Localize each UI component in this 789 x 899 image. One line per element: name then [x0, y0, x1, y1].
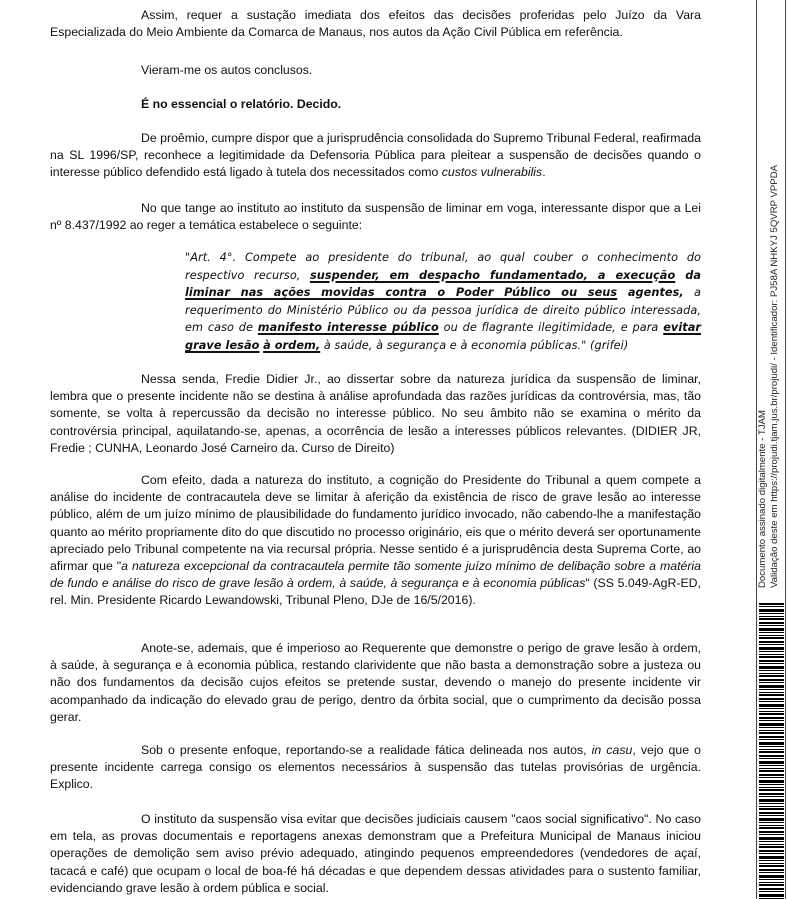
- paragraph-text: , vejo que o presente incidente carrega consigo os elementos necessários à suspensão das tutelas provisórias de urgência. Explico.: [50, 743, 701, 792]
- quote-emphasis: manifesto interesse público: [257, 321, 439, 335]
- paragraph-enfoque: [50, 742, 701, 794]
- paragraph-request: [50, 7, 701, 41]
- quote-bold: da: [675, 268, 701, 282]
- quote-emphasis: liminar nas ações movidas contra o Poder Público ou seus: [185, 286, 618, 300]
- barcode-icon: [759, 603, 784, 899]
- paragraph-anote-se: [50, 640, 701, 726]
- paragraph-lei: [50, 200, 701, 234]
- paragraph-text: Vieram-me os autos conclusos.: [141, 63, 313, 77]
- quote-emphasis: evitar grave lesão: [185, 321, 701, 352]
- paragraph-text: Com efeito, dada a natureza do instituto, a cognição do Presidente do Tribunal a quem compete a análise do incidente de contracautela deve se limitar à aferição da existência de risco de grave lesão ao interesse público, além de um juízo mínimo de plausibilidade do fundamento jurídico invocado, não cabendo-lhe a manifestação quanto ao mérito propriamente dito do que discutido no processo originário, eis que o mérito deverá ser oportunamente apreciado pelo Tribunal competente na via recursal própria. Nesse sentido é a jurisprudência desta Suprema Corte, ao afirmar que ": [50, 473, 701, 574]
- legal-quote-block: [185, 249, 701, 355]
- paragraph-text: No que tange ao instituto ao instituto da suspensão de liminar em voga, interessante dispor que a Lei nº 8.437/1992 ao reger a temática estabelece o seguinte:: [50, 201, 701, 233]
- paragraph-com-efeito: [50, 472, 701, 610]
- paragraph-text: " (SS 5.049-AgR-ED, rel. Min. Presidente Ricardo Lewandowski, Tribunal Pleno, DJe de 16/5/2016).: [50, 576, 701, 608]
- italic-term: custos vulnerabilis: [441, 165, 543, 180]
- paragraph-didier: [50, 371, 701, 457]
- paragraph-instituto: [50, 811, 701, 897]
- paragraph-conclusos: [50, 62, 701, 79]
- italic-citation: a natureza excepcional da contracautela permite tão somente juízo mínimo de delibação sobre a matéria de fundo e análise do risco de grave lesão à ordem, à saúde, à segurança e à economia públicas: [50, 559, 701, 591]
- paragraph-text: Sob o presente enfoque, reportando-se a realidade fática delineada nos autos,: [141, 743, 592, 757]
- paragraph-text: .: [542, 165, 546, 180]
- paragraph-text: Nessa senda, Fredie Didier Jr., ao dissertar sobre da natureza jurídica da suspensão de liminar, lembra que o presente incidente não se destina à análise aprofundada das razões jurídicas da controvérsia, mas, tão somente, se volta à repercussão da decisão no interesse público. No seu âmbito não se examina o mérito da controvérsia principal, aquilatando-se, apenas, a ocorrência de lesão a interesses públicos relevantes. (DIDIER JR, Fredie ; CUNHA, Leonardo José Carneiro da. Curso de Direito): [50, 372, 701, 455]
- quote-bold: agentes,: [617, 286, 684, 300]
- paragraph-proemio: [50, 130, 701, 182]
- quote-text: "Art. 4°. Compete ao presidente do tribunal, ao qual couber o conhecimento do respectivo recurso,: [185, 251, 701, 282]
- paragraph-text: É no essencial o relatório. Decido.: [141, 97, 342, 111]
- italic-term: in casu: [591, 743, 633, 757]
- quote-emphasis: à ordem,: [263, 338, 321, 352]
- quote-text: ou de flagrante ilegitimidade, e para: [438, 321, 664, 335]
- paragraph-text: Anote-se, ademais, que é imperioso ao Requerente que demonstre o perigo de grave lesão à ordem, à saúde, à segurança e à economia pública, restando clarividente que não basta a demonstração sobre a justeza ou não dos fundamentos da decisão cujos efeitos se pretende sustar, devendo o manejo do presente incidente vir acompanhado da indicação do elevado grau de perigo, dentro da órbita social, que o cumprimento da decisão possa gerar.: [50, 641, 701, 724]
- paragraph-text: O instituto da suspensão visa evitar que decisões judiciais causem "caos social significativo". No caso em tela, as provas documentais e reportagens anexas demonstram que a Prefeitura Municipal de Manaus iniciou operações de demolição sem aviso prévio adequado, atingindo pequenos empreendedores (vendedores de açaí, tacacá e café) que ocupam o local de boa-fé há décadas e que dependem dessas atividades para o sustento familiar, evidenciando grave lesão à ordem pública e social.: [50, 812, 701, 895]
- quote-text: a requerimento do Ministério Público ou da pessoa jurídica de direito público interessada, em caso de: [185, 286, 702, 335]
- validation-line: Validação deste em https://projudi.tjam.jus.br/projudi/ - Identificador: PJ58A NHKYJ 5QVRP VPPDA: [769, 164, 780, 588]
- digital-signature-text: [757, 110, 785, 590]
- quote-emphasis: suspender, em despacho fundamentado, a execução: [309, 268, 676, 282]
- paragraph-text: De proêmio, cumpre dispor que a jurisprudência consolidada do Supremo Tribunal Federal, reafirmada na SL 1996/SP, reconhece a legitimidade da Defensoria Pública para pleitear a suspensão de decisões quando o interesse público defendido está ligado à tutela dos necessitados como: [50, 131, 701, 180]
- paragraph-text: Assim, requer a sustação imediata dos efeitos das decisões proferidas pelo Juízo da Vara Especializada do Meio Ambiente da Comarca de Manaus, nos autos da Ação Civil Pública em referência.: [50, 8, 701, 40]
- paragraph-relatorio-heading: [50, 96, 701, 113]
- signature-line: Documento assinado digitalmente - TJAM: [757, 410, 768, 588]
- quote-text: à saúde, à segurança e à economia públicas." (grifei): [320, 338, 629, 352]
